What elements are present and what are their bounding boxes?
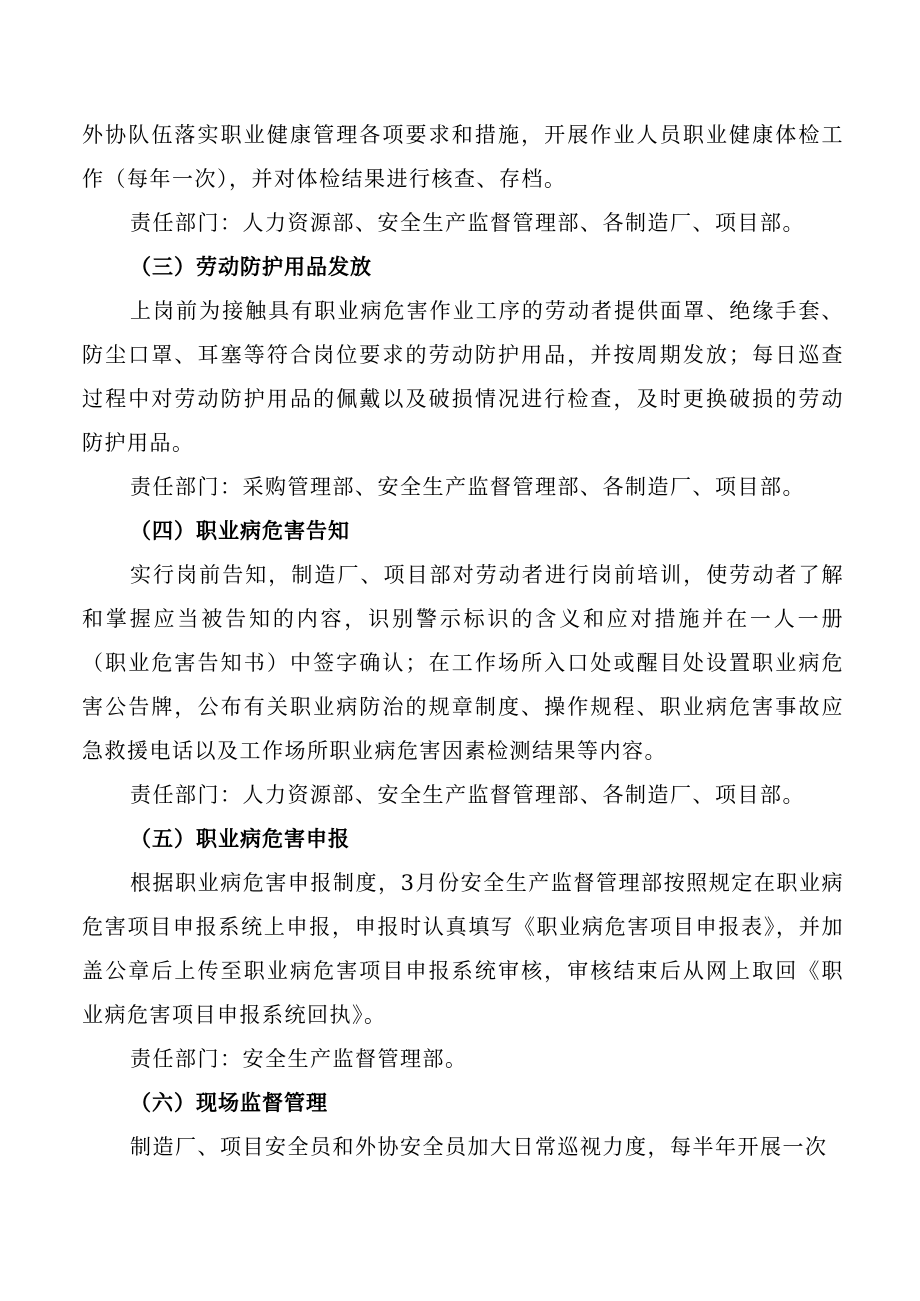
responsible-departments-4: 责任部门：人力资源部、安全生产监督管理部、各制造厂、项目部。 bbox=[130, 783, 805, 807]
responsible-departments-3: 责任部门：采购管理部、安全生产监督管理部、各制造厂、项目部。 bbox=[130, 475, 805, 499]
section-heading-6: （六）现场监督管理 bbox=[130, 1091, 328, 1115]
section-heading-5: （五）职业病危害申报 bbox=[130, 827, 350, 851]
section-heading-4: （四）职业病危害告知 bbox=[130, 519, 350, 543]
responsible-departments-5: 责任部门：安全生产监督管理部。 bbox=[130, 1047, 468, 1071]
paragraph-section-4: 实行岗前告知，制造厂、项目部对劳动者进行岗前培训，使劳动者了解和掌握应当被告知的内容，识别警示标识的含义和应对措施并在一人一册（职业危害告知书）中签字确认；在工作场所入口处或醒目处设置职业病危害公告牌，公布有关职业病防治的规章制度、操作规程、职业病危害事故应急救援电话以及工作场所职业病危害因素检测结果等内容。 bbox=[82, 563, 844, 763]
paragraph-intro: 外协队伍落实职业健康管理各项要求和措施，开展作业人员职业健康体检工作（每年一次），并对体检结果进行核查、存档。 bbox=[82, 123, 844, 191]
paragraph-section-5: 根据职业病危害申报制度，3月份安全生产监督管理部按照规定在职业病危害项目申报系统上申报，申报时认真填写《职业病危害项目申报表》，并加盖公章后上传至职业病危害项目申报系统审核，审核结束后从网上取回《职业病危害项目申报系统回执》。 bbox=[82, 871, 844, 1027]
responsible-departments-1: 责任部门：人力资源部、安全生产监督管理部、各制造厂、项目部。 bbox=[130, 211, 805, 235]
paragraph-section-3: 上岗前为接触具有职业病危害作业工序的劳动者提供面罩、绝缘手套、防尘口罩、耳塞等符合岗位要求的劳动防护用品，并按周期发放；每日巡查过程中对劳动防护用品的佩戴以及破损情况进行检查，及时更换破损的劳动防护用品。 bbox=[82, 299, 844, 455]
paragraph-section-6: 制造厂、项目安全员和外协安全员加大日常巡视力度，每半年开展一次 bbox=[130, 1135, 828, 1159]
section-heading-3: （三）劳动防护用品发放 bbox=[130, 255, 372, 279]
document-body bbox=[82, 113, 844, 1169]
